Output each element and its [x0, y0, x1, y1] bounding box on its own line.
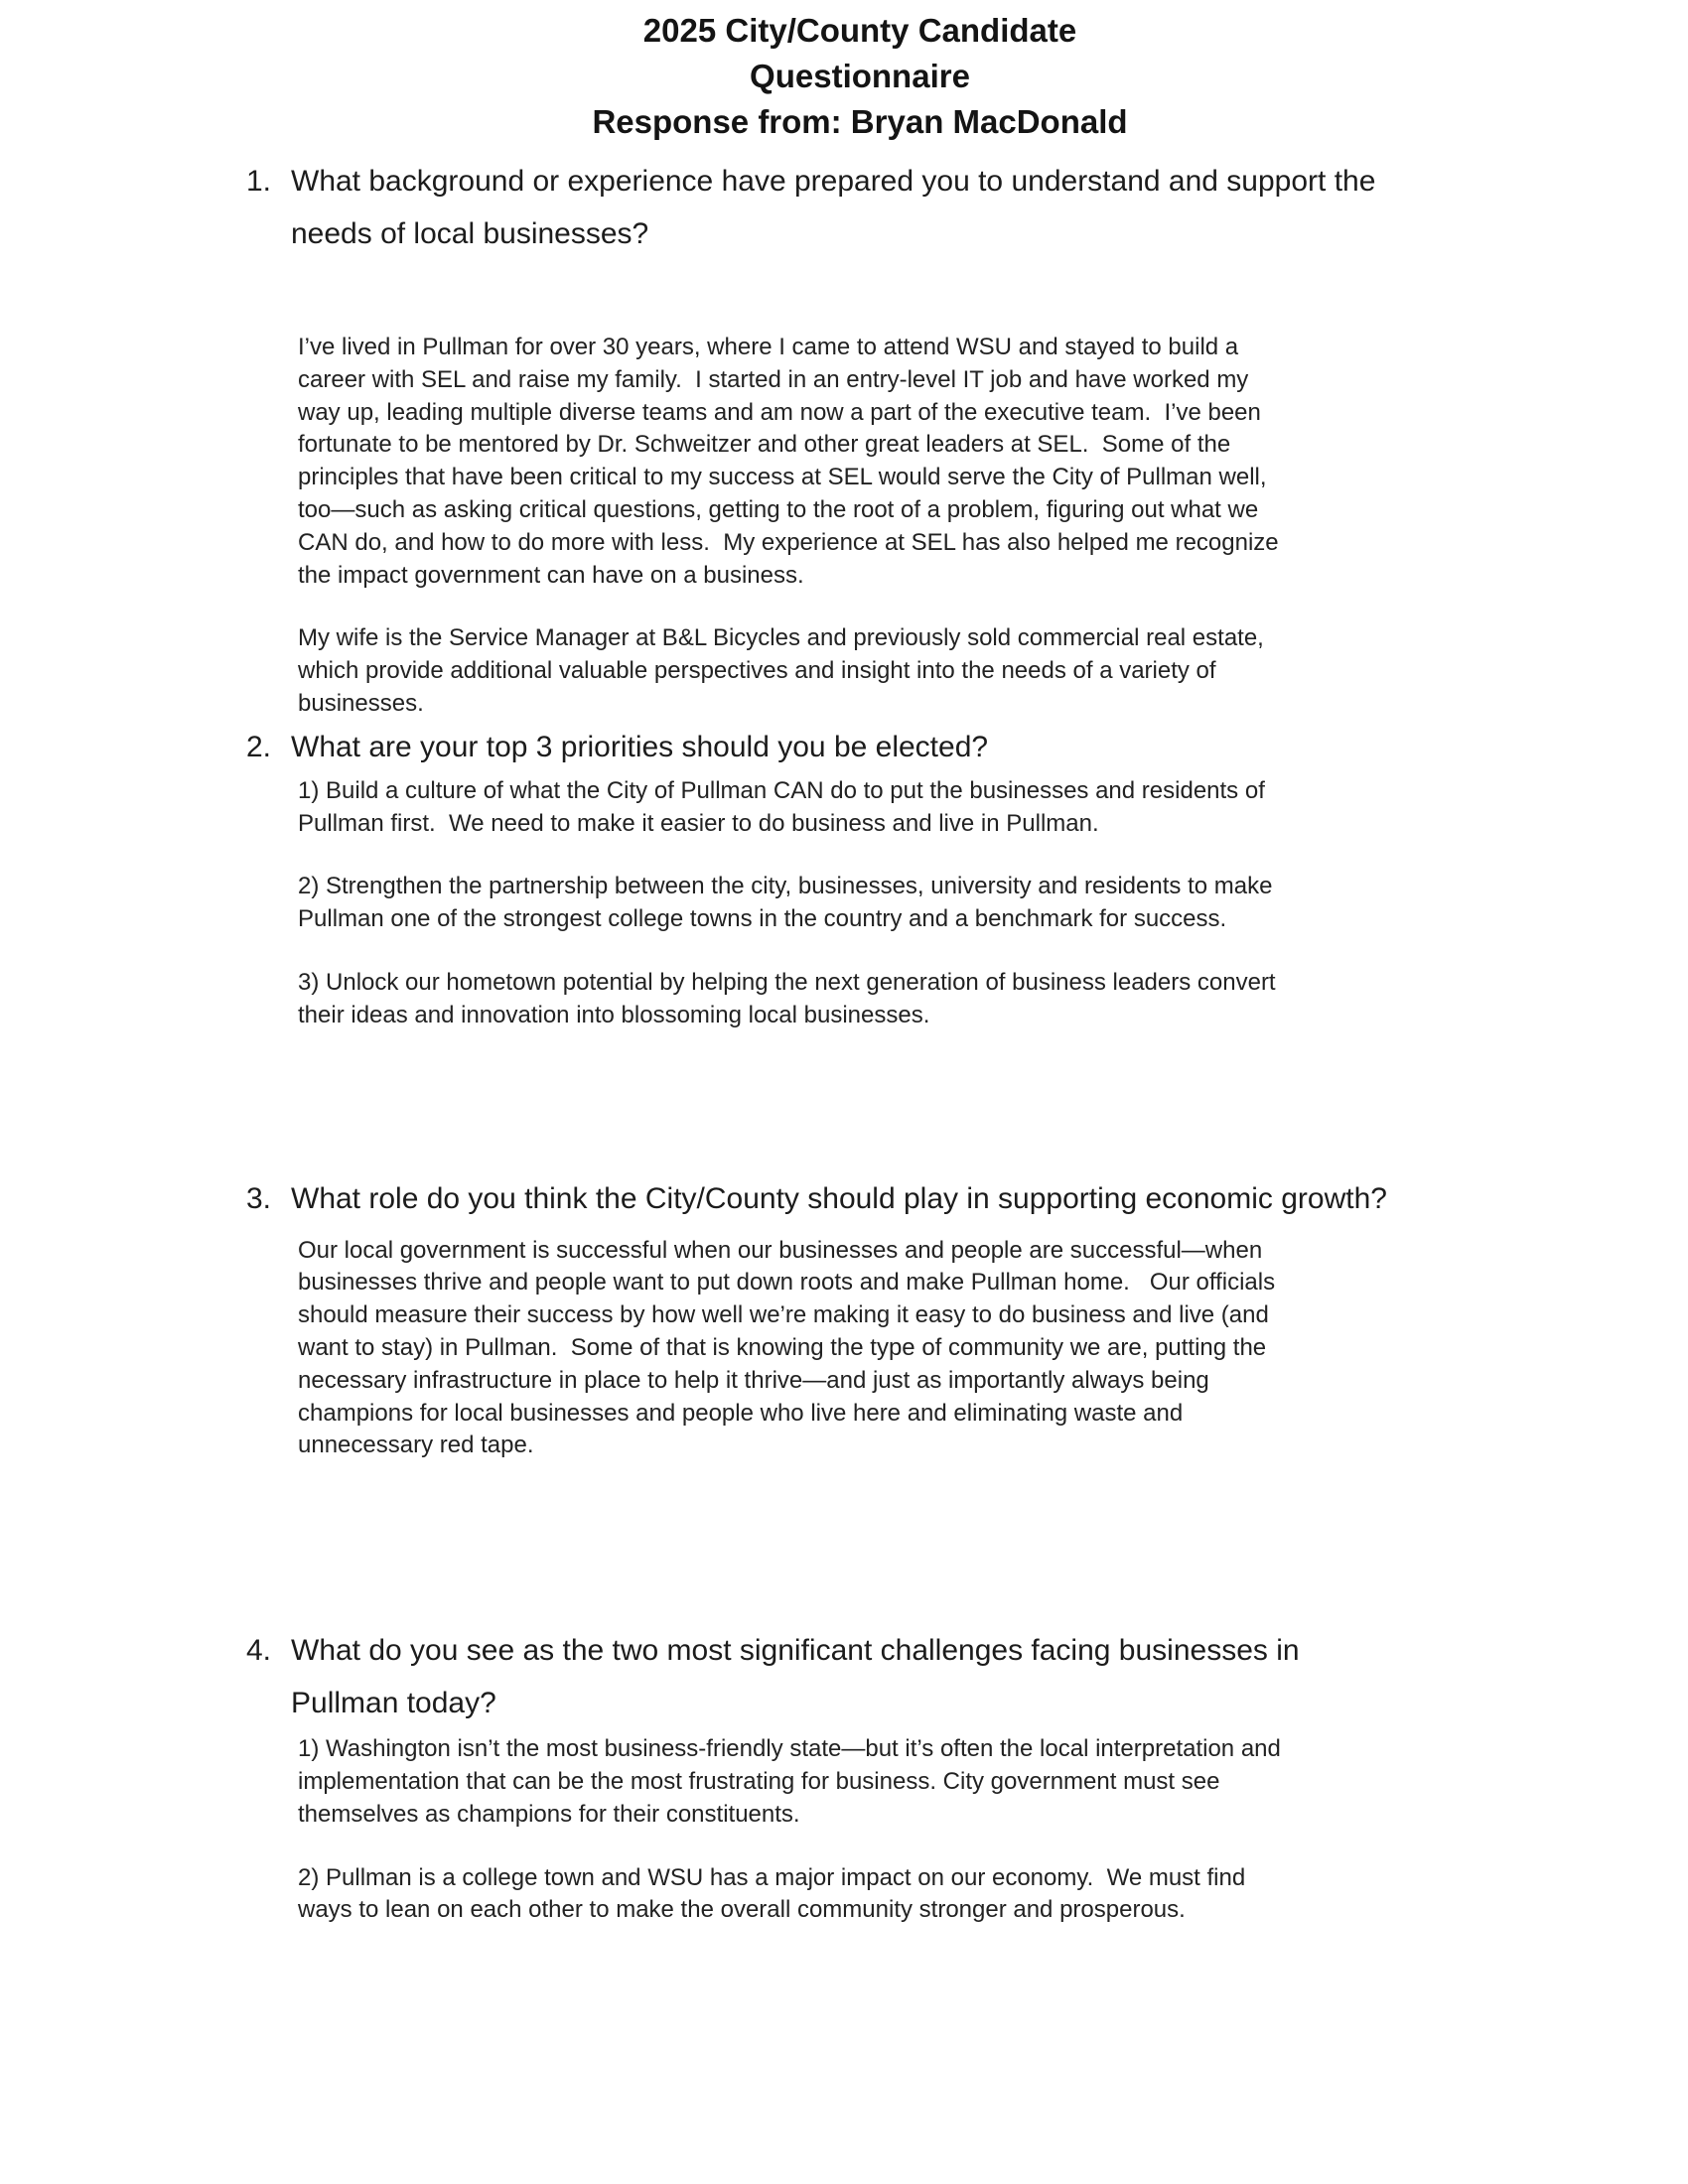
question-4 [246, 1624, 1688, 1729]
question-line: What role do you think the City/County should play in supporting economic growth? [291, 1181, 1387, 1215]
answer-line: the impact government can have on a business. [298, 561, 804, 589]
question-2-number: 2. [246, 730, 272, 763]
title-line: Questionnaire [750, 58, 970, 94]
title-line: Response from: Bryan MacDonald [592, 103, 1128, 140]
answer-line: fortunate to be mentored by Dr. Schweitzer and other great leaders at SEL. Some of the [298, 431, 1231, 459]
answer-line: too—such as asking critical questions, getting to the root of a problem, figuring out what we [298, 495, 1259, 523]
answer-line: 2) Strengthen the partnership between the city, businesses, university and residents to make [298, 873, 1273, 900]
question-2 [246, 721, 1688, 773]
question-line: What background or experience have prepared you to understand and support the [291, 165, 1376, 198]
answer-line: My wife is the Service Manager at B&L Bicycles and previously sold commercial real estate, [298, 624, 1264, 652]
title-line: 2025 City/County Candidate [642, 12, 1077, 49]
answer-line: Our local government is successful when our businesses and people are successful—when [298, 1236, 1263, 1264]
question-2-text [291, 721, 988, 773]
answer-line: champions for local businesses and people who live here and eliminating waste and [298, 1399, 1184, 1427]
answer-line: Pullman first. We need to make it easier to do business and live in Pullman. [298, 809, 1099, 837]
answer-paragraph [298, 1862, 1499, 1928]
answer-line: 1) Washington isn’t the most business-friendly state—but it’s often the local interpretation and [298, 1735, 1281, 1763]
question-4-text [291, 1624, 1300, 1729]
answer-line: way up, leading multiple diverse teams and am now a part of the executive team. I’ve been [298, 398, 1261, 426]
question-3-text [291, 1172, 1387, 1225]
answer-line: 2) Pullman is a college town and WSU has a major impact on our economy. We must find [298, 1863, 1246, 1891]
answer-paragraph [298, 1235, 1499, 1463]
question-1 [246, 155, 1688, 260]
answer-paragraph [298, 622, 1499, 720]
answer-line: ways to lean on each other to make the overall community stronger and prosperous. [298, 1896, 1186, 1924]
answer-1 [298, 332, 1499, 721]
answer-paragraph [298, 871, 1499, 936]
answer-line: principles that have been critical to my success at SEL would serve the City of Pullman well, [298, 464, 1267, 491]
question-1-number: 1. [246, 165, 272, 198]
answer-line: businesses thrive and people want to put down roots and make Pullman home. Our officials [298, 1269, 1276, 1297]
question-block-2 [0, 721, 1688, 1032]
question-line: What are your top 3 priorities should you be elected? [291, 730, 989, 763]
answer-paragraph [298, 1733, 1499, 1831]
question-line: needs of local businesses? [291, 217, 649, 250]
answer-line: want to stay) in Pullman. Some of that is knowing the type of community we are, putting the [298, 1333, 1267, 1361]
question-line: What do you see as the two most significant challenges facing businesses in [291, 1634, 1300, 1668]
question-3-number: 3. [246, 1181, 272, 1215]
answer-line: CAN do, and how to do more with less. My experience at SEL has also helped me recognize [298, 528, 1279, 556]
question-block-1 [0, 155, 1688, 721]
question-4-number: 4. [246, 1634, 272, 1668]
answer-line: I’ve lived in Pullman for over 30 years, where I came to attend WSU and stayed to build a [298, 334, 1239, 360]
answer-paragraph [298, 775, 1499, 841]
answer-4 [298, 1733, 1499, 1927]
answer-line: unnecessary red tape. [298, 1432, 534, 1459]
answer-line: Pullman one of the strongest college towns in the country and a benchmark for success. [298, 905, 1227, 933]
answer-line: implementation that can be the most frustrating for business. City government must see [298, 1767, 1220, 1795]
question-1-text [291, 155, 1375, 260]
answer-line: their ideas and innovation into blossoming local businesses. [298, 1001, 930, 1028]
question-3 [246, 1172, 1688, 1225]
answer-paragraph [298, 332, 1499, 592]
answer-line: necessary infrastructure in place to help it thrive—and just as importantly always being [298, 1366, 1209, 1394]
answer-line: themselves as champions for their constituents. [298, 1800, 800, 1828]
answer-line: which provide additional valuable perspectives and insight into the needs of a variety of [298, 657, 1216, 685]
answer-3 [298, 1235, 1499, 1463]
answer-paragraph [298, 967, 1499, 1032]
answer-line: should measure their success by how well we’re making it easy to do business and live (and [298, 1301, 1269, 1329]
answer-line: 1) Build a culture of what the City of Pullman CAN do to put the businesses and residents of [298, 776, 1265, 804]
answer-line: career with SEL and raise my family. I started in an entry-level IT job and have worked my [298, 365, 1249, 393]
question-block-4 [0, 1624, 1688, 1927]
answer-2 [298, 775, 1499, 1032]
question-block-3 [0, 1172, 1688, 1463]
answer-line: businesses. [298, 689, 424, 717]
document-title [0, 8, 1688, 145]
answer-line: 3) Unlock our hometown potential by helping the next generation of business leaders convert [298, 968, 1276, 996]
question-line: Pullman today? [291, 1687, 496, 1720]
